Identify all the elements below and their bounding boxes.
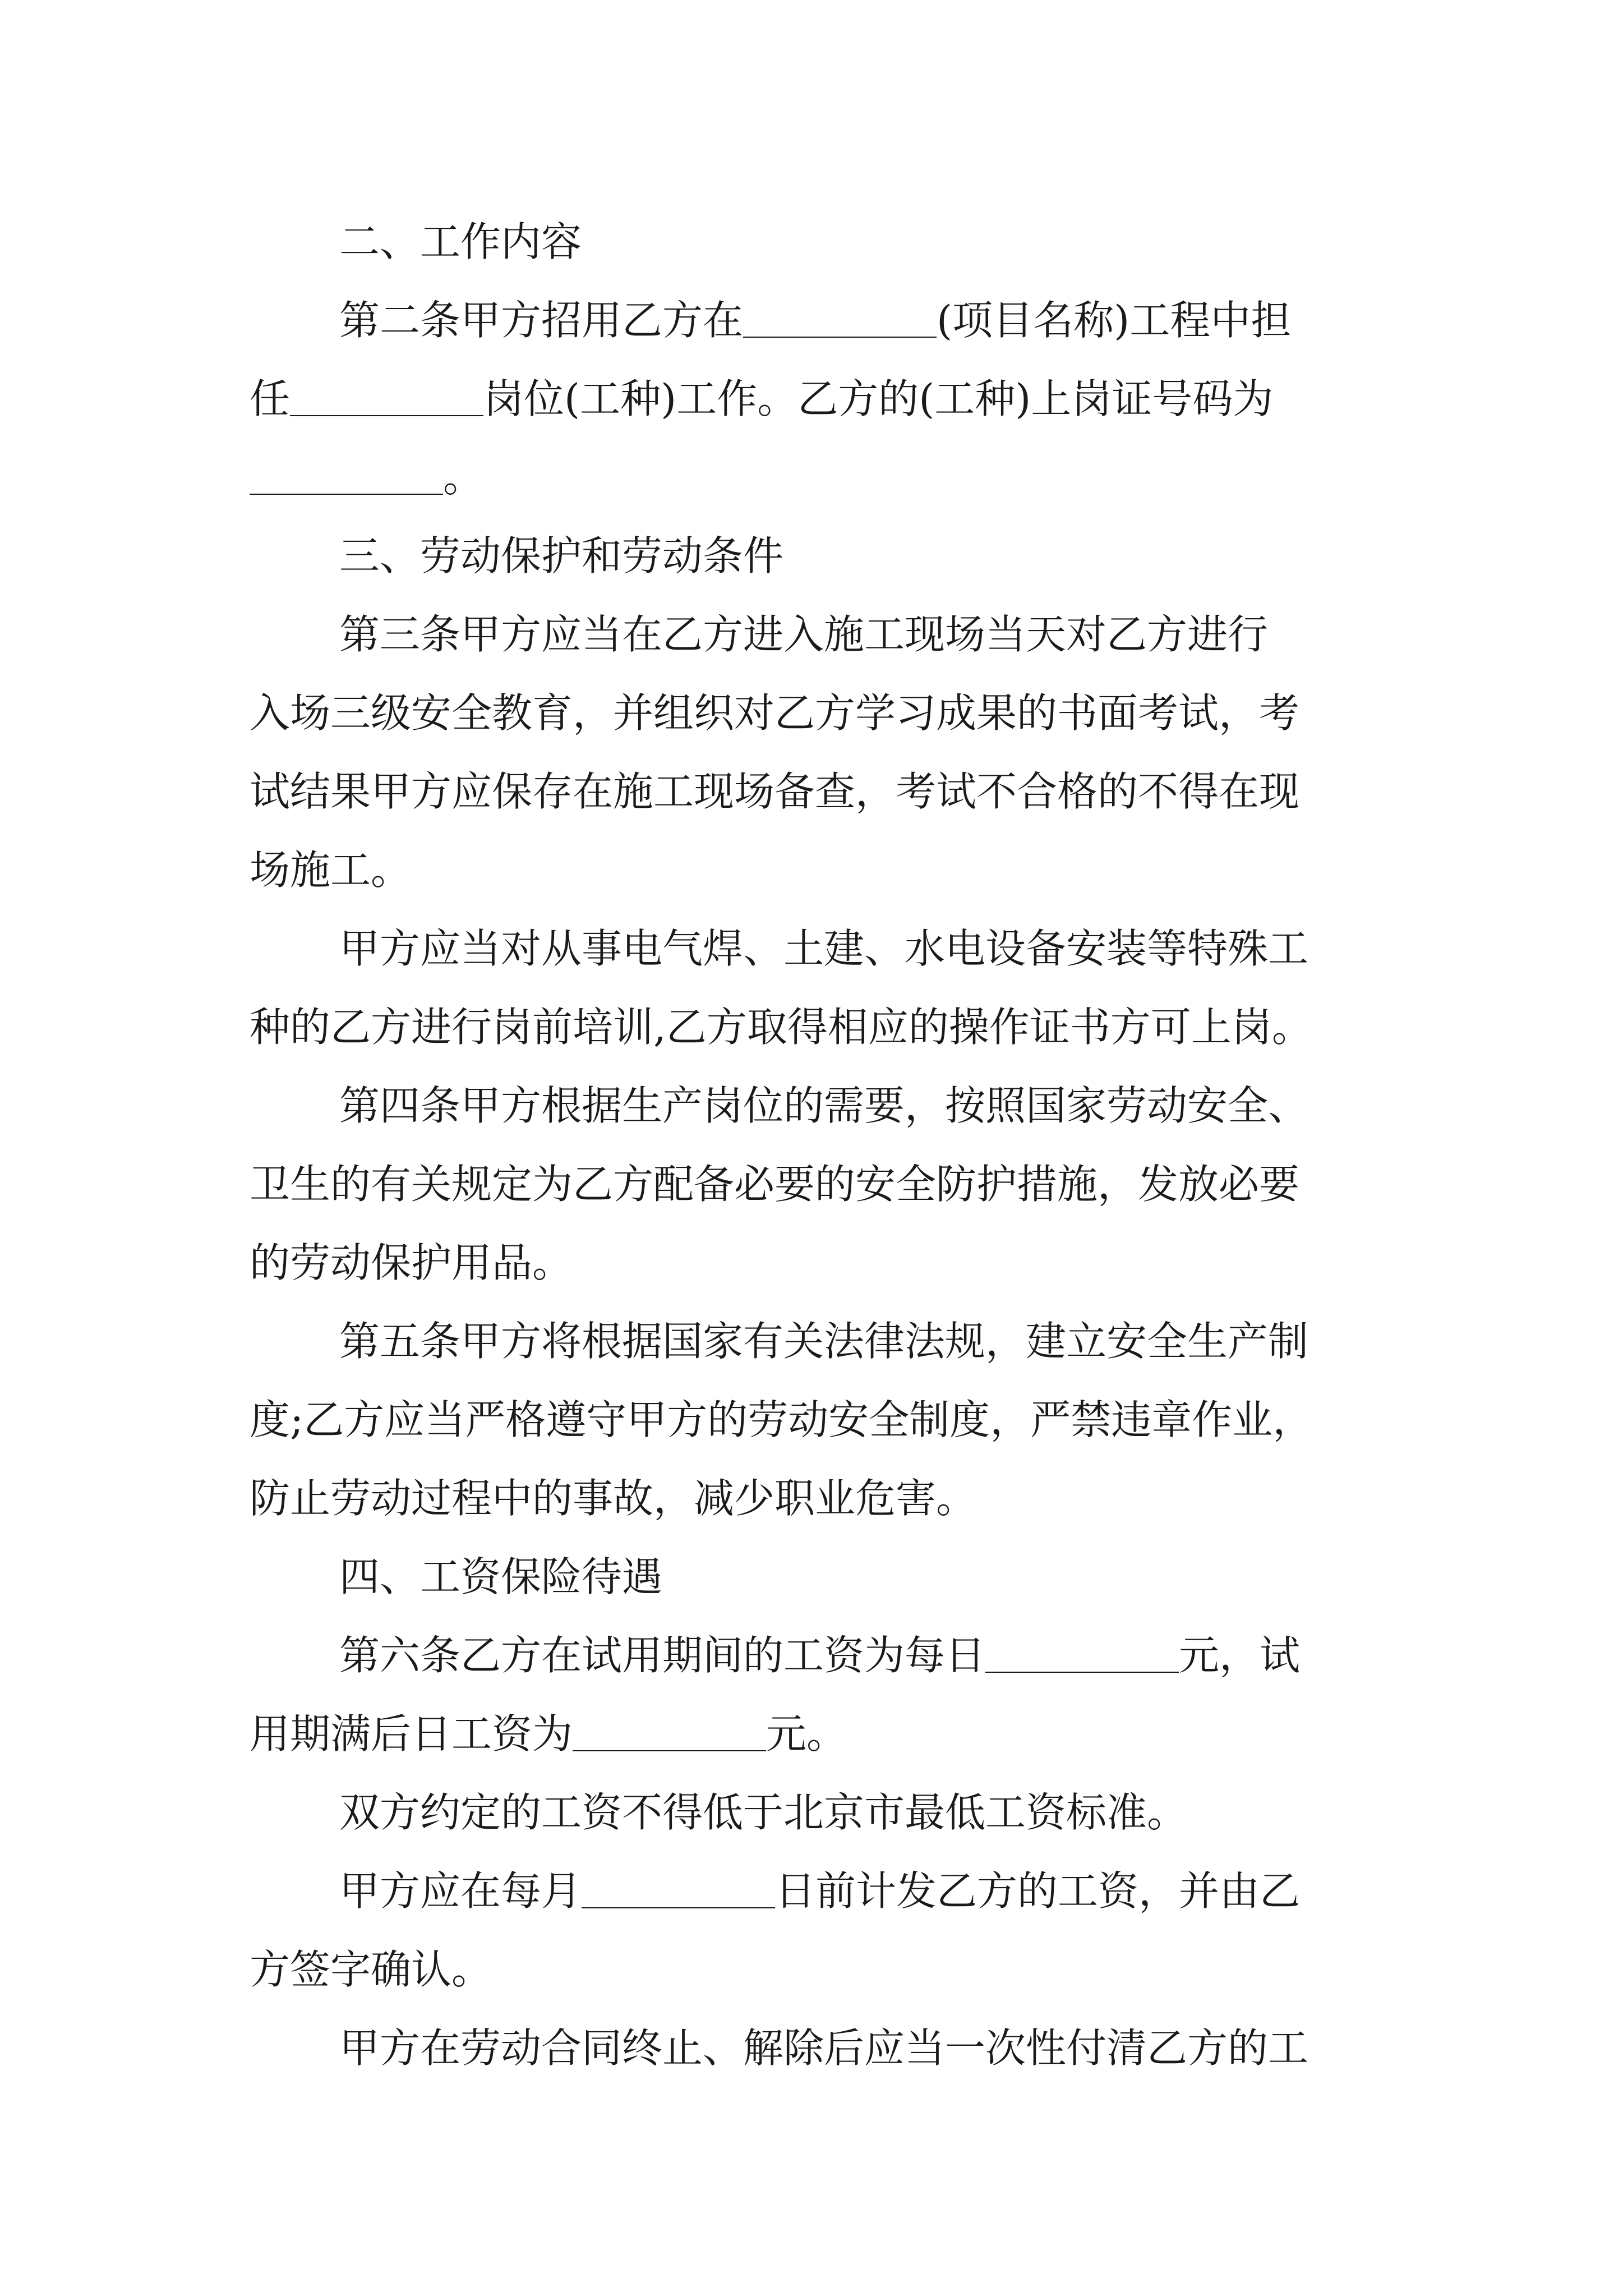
final-settlement-line — [339, 2020, 1308, 2076]
article-2-line-2 — [250, 371, 1273, 427]
payday-line-1 — [339, 1863, 1300, 1919]
payday-line-2 — [250, 1941, 492, 1998]
article-6-text-4: 元。 — [766, 1710, 847, 1757]
heading-text: 三、劳动保护和劳动条件 — [339, 532, 784, 579]
article-2-line-1 — [339, 292, 1291, 348]
section-heading-work-content — [339, 214, 582, 270]
article-6-line-1 — [339, 1627, 1300, 1683]
line-text: 场施工。 — [250, 846, 412, 894]
line-text: 种的乙方进行岗前培训,乙方取得相应的操作证书方可上岗。 — [250, 1004, 1312, 1051]
line-text: 度;乙方应当严格遵守甲方的劳动安全制度，严禁违章作业， — [250, 1396, 1313, 1443]
article-4-line-3 — [250, 1235, 573, 1291]
article-6-line-2 — [250, 1706, 847, 1762]
payday-text-2: 日前计发乙方的工资，并由乙 — [775, 1867, 1301, 1915]
article-2-text-5: 。 — [443, 454, 484, 501]
heading-text: 二、工作内容 — [339, 218, 582, 265]
heading-text: 四、工资保险待遇 — [339, 1553, 663, 1600]
article-3-line-1 — [339, 606, 1268, 662]
section-heading-wages — [339, 1549, 662, 1605]
daily-wage-blank[interactable] — [573, 1717, 766, 1751]
line-text: 双方约定的工资不得低于北京市最低工资标准。 — [339, 1789, 1188, 1836]
line-text: 卫生的有关规定为乙方配备必要的安全防护措施，发放必要 — [250, 1161, 1300, 1208]
article-3-line-2 — [250, 685, 1299, 741]
special-training-line-1 — [339, 921, 1308, 977]
article-5-line-1 — [339, 1313, 1308, 1369]
minimum-wage-line — [339, 1784, 1187, 1841]
article-6-text-2: 元，试 — [1179, 1632, 1301, 1679]
line-text: 第四条甲方根据生产岗位的需要，按照国家劳动安全、 — [339, 1082, 1309, 1129]
line-text: 防止劳动过程中的事故，减少职业危害。 — [250, 1475, 977, 1522]
section-heading-labor-protection — [339, 528, 783, 584]
line-text: 第五条甲方将根据国家有关法律法规，建立安全生产制 — [339, 1318, 1309, 1365]
line-text: 第三条甲方应当在乙方进入施工现场当天对乙方进行 — [339, 611, 1269, 658]
article-5-line-3 — [250, 1470, 976, 1526]
article-4-line-2 — [250, 1156, 1299, 1212]
special-training-line-2 — [250, 999, 1312, 1055]
article-3-line-3 — [250, 763, 1299, 820]
article-2-text-4: 岗位(工种)工作。乙方的(工种)上岗证号码为 — [483, 375, 1274, 422]
article-3-line-4 — [250, 842, 411, 898]
article-2-text-1: 第二条甲方招用乙方在 — [339, 297, 744, 344]
article-6-text-1: 第六条乙方在试用期间的工资为每日 — [339, 1632, 986, 1679]
certificate-number-blank[interactable] — [250, 460, 443, 495]
article-2-text-3: 任 — [250, 375, 291, 422]
line-text: 入场三级安全教育，并组织对乙方学习成果的书面考试，考 — [250, 689, 1300, 737]
article-5-line-2 — [250, 1392, 1313, 1448]
article-2-line-3 — [250, 449, 483, 505]
line-text: 试结果甲方应保存在施工现场备查，考试不合格的不得在现 — [250, 768, 1300, 815]
project-name-blank[interactable] — [743, 303, 937, 338]
line-text: 方签字确认。 — [250, 1946, 492, 1993]
line-text: 甲方应当对从事电气焊、土建、水电设备安装等特殊工 — [339, 925, 1309, 972]
payday-blank[interactable] — [582, 1874, 775, 1908]
article-6-text-3: 用期满后日工资为 — [250, 1710, 573, 1757]
article-4-line-1 — [339, 1078, 1308, 1134]
payday-text-1: 甲方应在每月 — [339, 1867, 582, 1915]
line-text: 的劳动保护用品。 — [250, 1239, 573, 1286]
line-text: 甲方在劳动合同终止、解除后应当一次性付清乙方的工 — [339, 2024, 1309, 2072]
trial-wage-blank[interactable] — [985, 1638, 1179, 1673]
article-2-text-2: (项目名称)工程中担 — [937, 297, 1292, 344]
position-blank[interactable] — [290, 381, 483, 416]
